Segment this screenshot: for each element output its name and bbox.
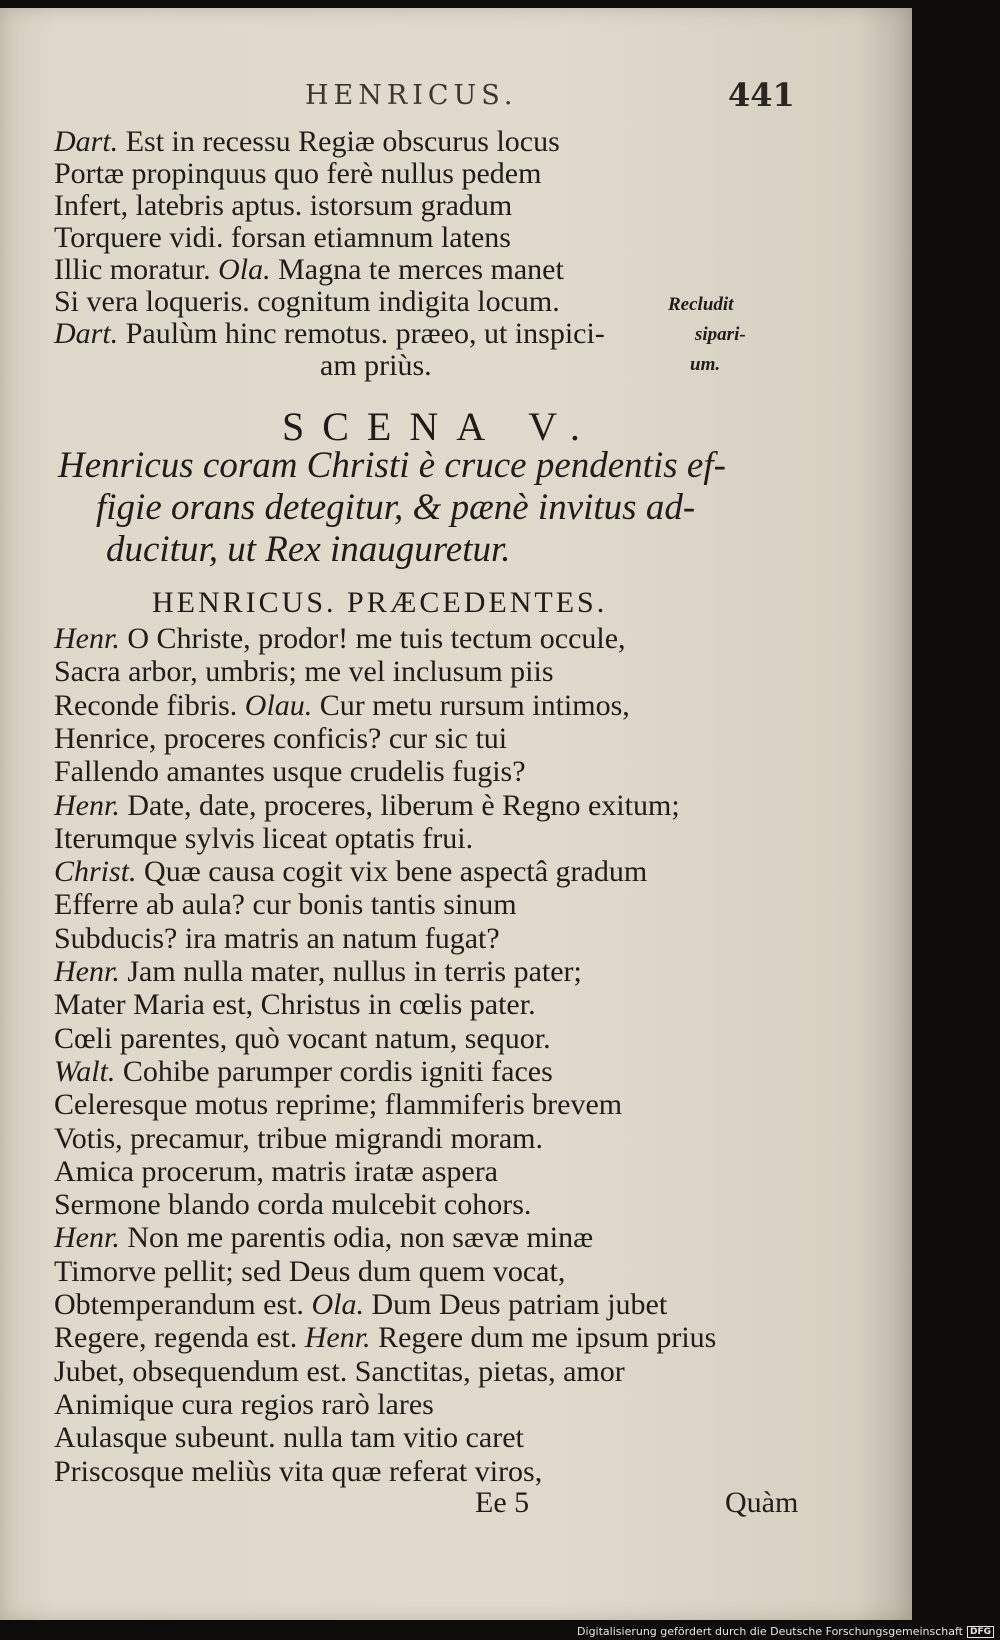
speaker-name: Henr.: [54, 622, 120, 655]
verse-line: [54, 923, 500, 955]
digitization-footer: [577, 1625, 994, 1638]
speaker-name: Henr.: [54, 955, 120, 988]
verse-line: [54, 690, 630, 722]
verse-text: Dum Deus patriam jubet: [363, 1288, 668, 1321]
verse-line: [54, 126, 560, 158]
verse-line: [54, 286, 560, 318]
verse-line: [54, 1222, 593, 1254]
verse-text: Priscosque meliùs vita quæ referat viros,: [54, 1454, 543, 1488]
verse-text: Timorve pellit; sed Deus dum quem vocat,: [54, 1254, 566, 1288]
page-number: 441: [728, 76, 795, 114]
verse-line: [54, 1289, 667, 1321]
running-head: HENRICUS.: [305, 80, 518, 111]
verse-line: [54, 1089, 622, 1121]
verse-line: [54, 1189, 531, 1221]
verse-line: [54, 1056, 553, 1088]
verse-line: [54, 1156, 498, 1188]
signature-mark: Ee 5: [475, 1486, 530, 1519]
verse-text: Magna te merces manet: [270, 253, 564, 286]
verse-text: Cœli parentes, quò vocant natum, sequor.: [54, 1021, 551, 1055]
verse-text: Sermone blando corda mulcebit cohors.: [54, 1188, 532, 1222]
verse-text: Aulasque subeunt. nulla tam vitio caret: [54, 1421, 524, 1455]
verse-line: [54, 318, 605, 350]
speaker-name: Walt.: [54, 1054, 116, 1088]
footer-text: Digitalisierung gefördert durch die Deutsche Forschungsgemeinschaft: [577, 1625, 963, 1638]
speaker-name: Ola.: [218, 253, 271, 286]
verse-text: Henrice, proceres conficis? cur sic tui: [54, 721, 508, 755]
verse-text: Iterumque sylvis liceat optatis frui.: [54, 821, 474, 855]
catchword: Quàm: [725, 1486, 799, 1519]
verse-text: Reconde fibris.: [54, 688, 245, 722]
verse-line: [54, 1422, 524, 1454]
verse-text: Sacra arbor, umbris; me vel inclusum piis: [54, 655, 554, 689]
verse-text: Regere dum me ipsum prius: [370, 1321, 717, 1355]
verse-line: [54, 656, 554, 688]
verse-text: Subducis? ira matris an natum fugat?: [54, 921, 500, 955]
verse-line: [54, 989, 536, 1021]
verse-text: Fallendo amantes usque crudelis fugis?: [54, 755, 526, 789]
marginal-note-line: sipari-: [695, 324, 746, 345]
speaker-name: Henr.: [54, 1221, 120, 1255]
verse-text: Illic moratur.: [54, 253, 219, 286]
scene-argument-line: Henricus coram Christi è cruce pendentis ef-: [58, 445, 726, 486]
verse-text: Obtemperandum est.: [54, 1288, 312, 1321]
speaker-name: Christ.: [54, 855, 137, 889]
scene-characters: HENRICUS. PRÆCEDENTES.: [152, 586, 608, 619]
verse-line: [54, 1389, 434, 1421]
scene-argument-line: ducitur, ut Rex inauguretur.: [106, 529, 511, 570]
verse-text: Cohibe parumper cordis igniti faces: [115, 1054, 553, 1088]
speaker-name: Henr.: [54, 788, 120, 822]
verse-text: Jam nulla mater, nullus in terris pater;: [119, 955, 582, 988]
verse-text: Animique cura regios rarò lares: [54, 1387, 434, 1421]
verse-line: [54, 1322, 716, 1354]
speaker-name: Ola.: [311, 1288, 364, 1321]
marginal-note-line: Recludit: [668, 294, 734, 315]
verse-line: [54, 790, 680, 822]
verse-text: Celeresque motus reprime; flammiferis brevem: [54, 1088, 623, 1122]
book-page: [0, 8, 912, 1620]
verse-line: [54, 1256, 565, 1288]
verse-text: Regere, regenda est.: [54, 1321, 305, 1355]
verse-text: Jubet, obsequendum est. Sanctitas, pietas, amor: [54, 1354, 625, 1388]
verse-line: [54, 756, 526, 788]
verse-text: Portæ propinquus quo ferè nullus pedem: [54, 157, 542, 190]
verse-line: [54, 222, 511, 254]
verse-text: Mater Maria est, Christus in cœlis pater.: [54, 988, 536, 1022]
verse-text: Infert, latebris aptus. istorsum gradum: [54, 189, 513, 222]
verse-line: [320, 350, 432, 382]
verse-line: [54, 1356, 625, 1388]
verse-text: Torquere vidi. forsan etiamnum latens: [54, 221, 511, 254]
verse-text: Paulùm hinc remotus. præeo, ut inspici-: [118, 317, 605, 350]
verse-line: [54, 723, 507, 755]
verse-line: [54, 623, 626, 655]
verse-line: [54, 1023, 551, 1055]
verse-text: Efferre ab aula? cur bonis tantis sinum: [54, 888, 517, 922]
verse-line: [54, 190, 512, 222]
verse-line: [54, 956, 582, 988]
verse-text: Date, date, proceres, liberum è Regno exitum;: [119, 788, 680, 822]
verse-line: [54, 856, 647, 888]
speaker-name: Henr.: [304, 1321, 371, 1355]
verse-text: Est in recessu Regiæ obscurus locus: [118, 125, 560, 158]
verse-line: [54, 823, 473, 855]
marginal-note-line: um.: [690, 354, 721, 375]
verse-line: [54, 1123, 543, 1155]
speaker-name: Dart.: [54, 125, 119, 158]
verse-line: [54, 1456, 542, 1488]
verse-line: [54, 158, 541, 190]
scene-argument-line: figie orans detegitur, & pænè invitus ad-: [96, 487, 696, 528]
verse-text: Non me parentis odia, non sævæ minæ: [119, 1221, 594, 1255]
verse-text: am priùs.: [320, 349, 432, 382]
speaker-name: Dart.: [54, 317, 119, 350]
verse-text: Quæ causa cogit vix bene aspectâ gradum: [136, 855, 648, 889]
dfg-logo: DFG: [967, 1626, 994, 1638]
verse-text: Si vera loqueris. cognitum indigita locum.: [54, 285, 560, 318]
verse-line: [54, 254, 564, 286]
scene-title: SCENA V.: [282, 404, 598, 449]
verse-text: Votis, precamur, tribue migrandi moram.: [54, 1121, 543, 1155]
speaker-name: Olau.: [244, 688, 313, 722]
verse-line: [54, 889, 517, 921]
verse-text: O Christe, prodor! me tuis tectum occule,: [119, 622, 626, 655]
verse-text: Amica procerum, matris iratæ aspera: [54, 1154, 498, 1188]
verse-text: Cur metu rursum intimos,: [312, 688, 630, 722]
